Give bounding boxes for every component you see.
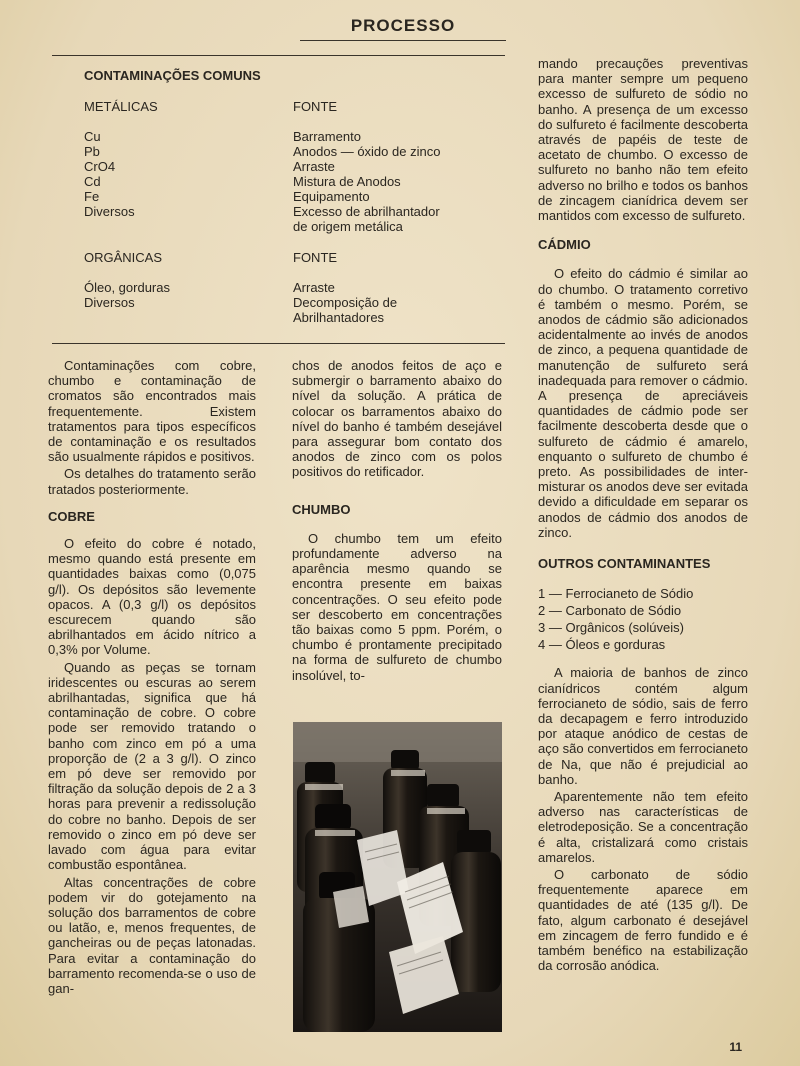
fonte-heading: FONTE bbox=[293, 250, 338, 265]
column-1 bbox=[48, 358, 256, 996]
source-item: Arraste bbox=[293, 159, 335, 174]
organic-item: Óleo, gorduras bbox=[84, 280, 170, 295]
source-item: de origem metálica bbox=[293, 219, 403, 234]
source-item: Barramento bbox=[293, 129, 361, 144]
source-item: Mistura de Anodos bbox=[293, 174, 401, 189]
list-item: 3 — Orgânicos (solúveis) bbox=[538, 620, 684, 636]
bottles-photo bbox=[293, 722, 502, 1032]
paragraph: O carbonato de sódio frequentemente aparece em quantidades de até (135 g/l). De fato, algum carbonato é desejável em zincagem de ferro fundido e é também benéfico na estabilização da corrosão anódica. bbox=[538, 866, 748, 974]
box-title: CONTAMINAÇÕES COMUNS bbox=[84, 68, 261, 83]
organicas-heading: ORGÂNICAS bbox=[84, 250, 163, 265]
metal-item: Cd bbox=[84, 174, 101, 189]
metal-item: Diversos bbox=[84, 204, 135, 219]
cobre-heading: COBRE bbox=[48, 508, 95, 524]
box-top-rule bbox=[52, 55, 505, 56]
metalicas-fonte-column bbox=[293, 99, 440, 234]
organic-item: Diversos bbox=[84, 295, 135, 310]
list-item: 4 — Óleos e gorduras bbox=[538, 637, 666, 653]
paragraph: O chumbo tem um efeito profundamente adverso na aparência mesmo quando se encontra presente em baixas concentrações. O seu efeito pode ser descoberto em concentrações tão baixas como 5 ppm. Porém, o chumbo é prontamente precipitado na forma de sulfureto de chumbo insolúvel, to- bbox=[292, 530, 502, 683]
paragraph: A maioria de banhos de zinco cianídricos contém algum ferrocianeto de sódio, sais de ferro da decapagem e ferro introduzido por ataque anódico de cestas de aço são convertidos em ferrocianeto de Na, que não é prejudicial ao banho. bbox=[538, 665, 748, 787]
metal-item: CrO4 bbox=[84, 159, 116, 174]
source-item: Arraste bbox=[293, 280, 335, 295]
column-3 bbox=[538, 56, 748, 973]
outros-heading: OUTROS CONTAMINANTES bbox=[538, 556, 711, 572]
list-item: 1 — Ferrocianeto de Sódio bbox=[538, 586, 694, 602]
source-item: Equipamento bbox=[293, 189, 370, 204]
metal-item: Cu bbox=[84, 129, 101, 144]
paragraph: O efeito do cobre é notado, mesmo quando está presente em quantidades baixas como (0,075 g/l). Os depósitos são levemente opacos. A (0,3 g/l) os depósitos escurecem quando são abrilhantados em ácido nítrico a 0,3% por Volume. bbox=[48, 536, 256, 658]
paragraph: Aparentemente não tem efeito adverso nas características de eletrodeposição. Se a concentração é alta, cristalizará como cristais amarelos. bbox=[538, 788, 748, 865]
metal-item: Fe bbox=[84, 189, 100, 204]
organicas-fonte-column bbox=[293, 250, 397, 325]
section-title: PROCESSO bbox=[350, 16, 456, 35]
paragraph: O efeito do cádmio é similar ao do chumbo. O tratamento corretivo é também o mesmo. Porém, se anodos de cádmio são adicionados acidentalmente ao invés de anodos de zinco, a pequena quantidade de manutenção de sulfureto será inadequada para remover o cádmio. A presença de apreciáveis quantidades de cádmio pode ser facilmente descoberta desde que o sulfureto de cádmio é amarelo, enquanto o sulfureto de chumbo é preto. As possibilidades de inter-misturar os anodos deve ser evitada devido a dificuldade em separar os anodos de cádmio dos anodos de zinco. bbox=[538, 266, 748, 540]
paragraph: Quando as peças se tornam iridescentes ou escuras ao serem abrilhantadas, significa que há contaminação de cobre. O cobre pode ser removido tratando o banho com zinco em pó a uma proporção de (2 a 3 g/l). O zinco em pó deve ser removido por filtração da solução depois de 2 a 3 horas para prevenir a redissolução do cobre no banho. Depois de ser removido o zinco em pó deve ser lavado com água para evitar combustão espontânea. bbox=[48, 659, 256, 873]
source-item: Abrilhantadores bbox=[293, 310, 385, 325]
box-bottom-rule bbox=[52, 343, 505, 344]
section-header bbox=[300, 14, 506, 41]
list-item: 2 — Carbonato de Sódio bbox=[538, 603, 682, 619]
paragraph: Altas concentrações de cobre podem vir do gotejamento na solução dos barramentos de cobre ou latão, e, menos frequentes, de gancheiras ou de peças latonadas. Para evitar a contaminação do barramento recomenda-se o uso de gan- bbox=[48, 874, 256, 996]
paragraph: chos de anodos feitos de aço e submergir o barramento abaixo do nível da solução. A prática de colocar os barramentos abaixo do nível do banho é também desejável para assegurar bom contato dos anodos de zinco com os polos positivos do retificador. bbox=[292, 358, 502, 480]
page-number: 11 bbox=[729, 1040, 742, 1054]
paragraph: mando precauções preventivas para manter sempre um pequeno excesso de sulfureto de sódio no banho. A presença de um excesso do sulfureto é facilmente descoberta através de papéis de teste de acetato de chumbo. O excesso de sulfureto no banho não tem efeito adverso no brilho e todos os banhos de zincagem cianídrica devem ser mantidos com excesso de sulfureto. bbox=[538, 56, 748, 224]
source-item: Anodos — óxido de zinco bbox=[293, 144, 441, 159]
outros-list bbox=[538, 585, 748, 653]
organicas-column bbox=[84, 250, 170, 310]
source-item: Decomposição de bbox=[293, 295, 398, 310]
column-2 bbox=[292, 358, 502, 683]
metal-item: Pb bbox=[84, 144, 100, 159]
metalicas-heading: METÁLICAS bbox=[84, 99, 158, 114]
fonte-heading: FONTE bbox=[293, 99, 338, 114]
source-item: Excesso de abrilhantador bbox=[293, 204, 440, 219]
metalicas-column bbox=[84, 99, 158, 219]
paragraph: Contaminações com cobre, chumbo e contaminação de cromatos são encontrados mais frequentemente. Existem tratamentos para tipos específicos de contaminação e os resultados são usualmente rápidos e positivos. bbox=[48, 358, 256, 465]
chumbo-heading: CHUMBO bbox=[292, 501, 351, 517]
bottles-photo-image bbox=[293, 722, 502, 1032]
paragraph: Os detalhes do tratamento serão tratados posteriormente. bbox=[48, 466, 256, 497]
cadmio-heading: CÁDMIO bbox=[538, 237, 591, 253]
